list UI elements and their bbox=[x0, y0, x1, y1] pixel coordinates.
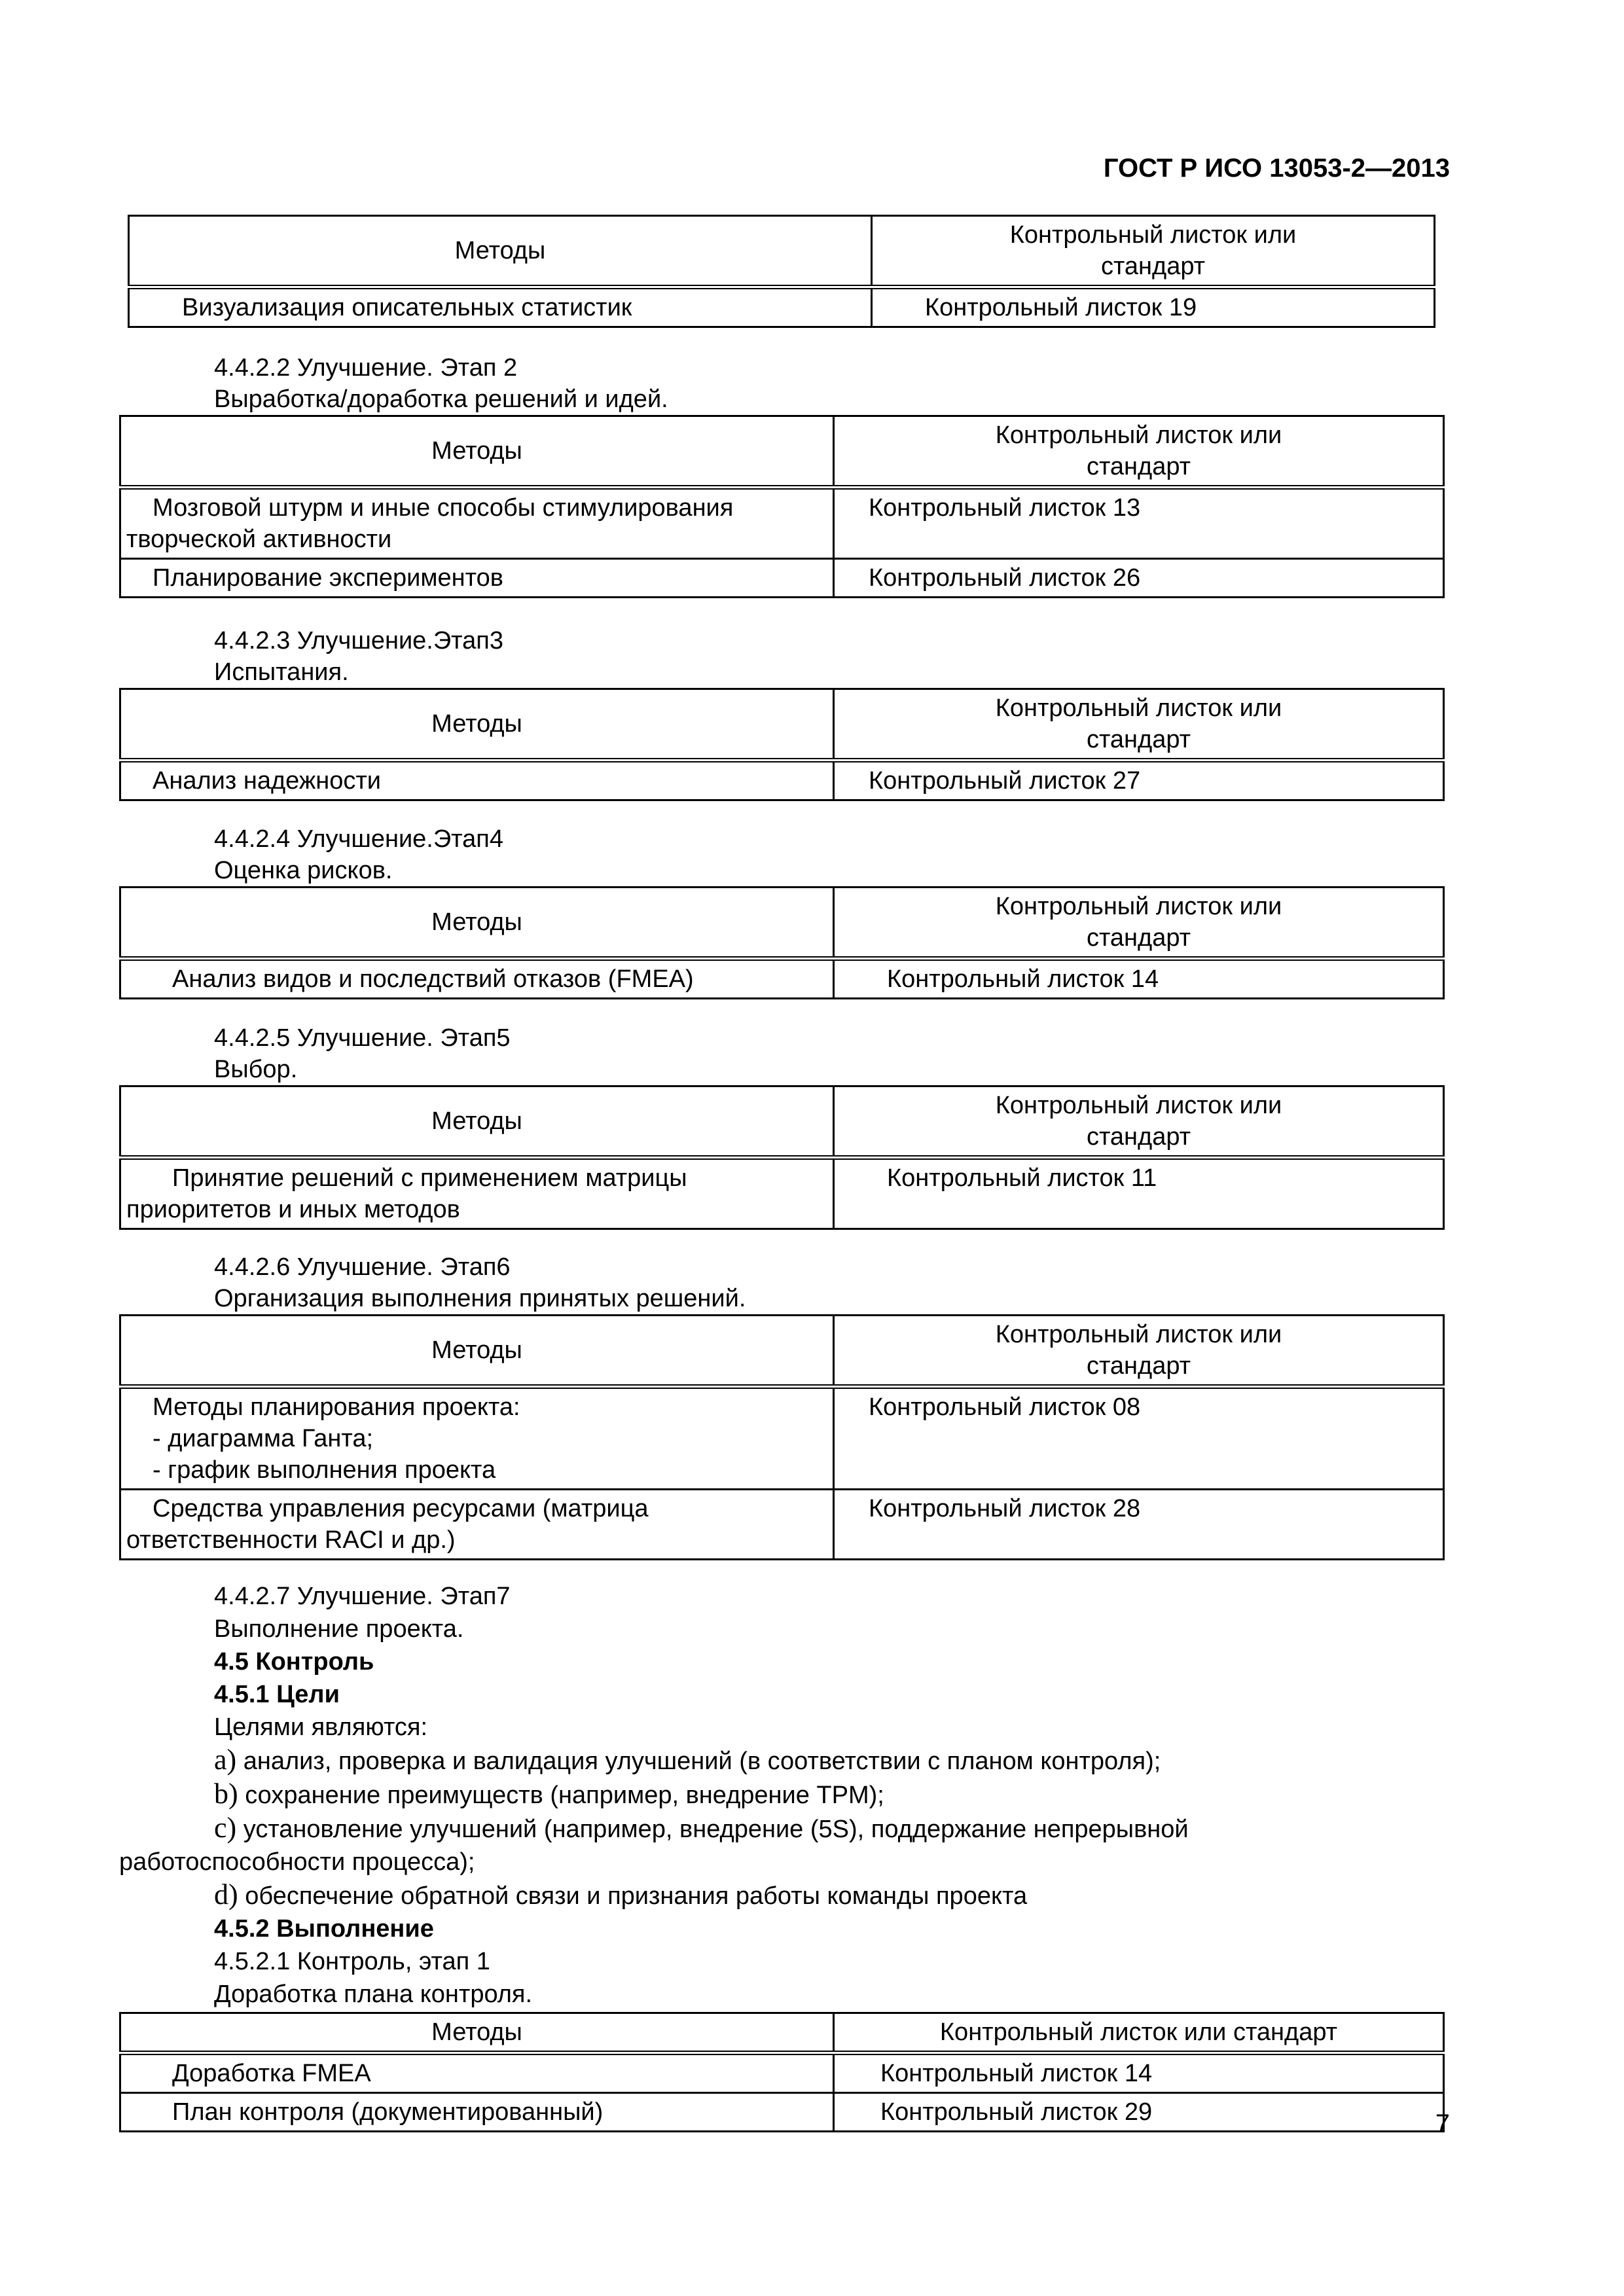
section-subtitle: Испытания. bbox=[214, 658, 349, 686]
section-4-4-2-5 bbox=[119, 1022, 1445, 1230]
methods-table bbox=[119, 688, 1445, 801]
table-row bbox=[120, 1387, 1444, 1490]
list-marker: b) bbox=[214, 1778, 238, 1810]
method-line: Доработка FMEA bbox=[172, 2060, 371, 2087]
methods-table bbox=[128, 215, 1435, 328]
method-line: творческой активности bbox=[126, 526, 392, 553]
column-header-checklist-line2: стандарт bbox=[1100, 253, 1206, 280]
column-header-checklist-line1: Контрольный листок или bbox=[995, 893, 1282, 920]
section-title: 4.4.2.3 Улучшение.Этап3 bbox=[214, 627, 503, 655]
column-header-checklist bbox=[834, 689, 1444, 761]
column-header-methods: Методы bbox=[120, 1316, 834, 1387]
checklist-cell: Контрольный листок 27 bbox=[834, 761, 1444, 800]
column-header-checklist-line2: стандарт bbox=[1086, 453, 1191, 480]
method-cell bbox=[120, 488, 834, 559]
method-line: Средства управления ресурсами (матрица bbox=[153, 1495, 649, 1522]
section-subtitle: Выполнение проекта. bbox=[214, 1615, 464, 1643]
methods-table bbox=[119, 1085, 1445, 1230]
subsection-heading: 4.5.2 Выполнение bbox=[214, 1915, 434, 1943]
table-block-visualization bbox=[128, 215, 1435, 328]
list-item-text: обеспечение обратной связи и признания работы команды проекта bbox=[245, 1882, 1028, 1910]
methods-table bbox=[119, 2012, 1445, 2132]
goals-intro: Целями являются: bbox=[214, 1713, 428, 1741]
table-row bbox=[120, 1158, 1444, 1229]
method-cell bbox=[120, 959, 834, 999]
checklist-cell: Контрольный листок 13 bbox=[834, 488, 1444, 559]
list-item-text: анализ, проверка и валидация улучшений (в соответствии с планом контроля); bbox=[243, 1748, 1161, 1775]
column-header-checklist bbox=[872, 216, 1435, 287]
method-line: План контроля (документированный) bbox=[172, 2098, 604, 2126]
section-title: 4.4.2.2 Улучшение. Этап 2 bbox=[214, 354, 518, 382]
subsection-heading: 4.5.1 Цели bbox=[214, 1681, 340, 1708]
section-subtitle: Выработка/доработка решений и идей. bbox=[214, 386, 668, 413]
table-row bbox=[120, 488, 1444, 559]
method-line: - график выполнения проекта bbox=[153, 1456, 496, 1484]
column-header-checklist bbox=[834, 416, 1444, 488]
method-cell bbox=[120, 761, 834, 800]
section-subtitle: Доработка плана контроля. bbox=[214, 1981, 533, 2008]
list-item bbox=[214, 1812, 1445, 1846]
table-row bbox=[120, 959, 1444, 999]
column-header-checklist bbox=[834, 1316, 1444, 1387]
column-header-methods: Методы bbox=[129, 216, 872, 287]
column-header-checklist-line1: Контрольный листок или bbox=[995, 1092, 1282, 1119]
list-marker: a) bbox=[214, 1744, 237, 1776]
method-line: - диаграмма Ганта; bbox=[153, 1425, 374, 1452]
methods-table bbox=[119, 1314, 1445, 1560]
column-header-checklist-line2: стандарт bbox=[1086, 924, 1191, 952]
table-row bbox=[120, 2093, 1444, 2132]
section-heading: 4.5 Контроль bbox=[214, 1648, 374, 1676]
section-title: 4.4.2.6 Улучшение. Этап6 bbox=[214, 1253, 511, 1281]
methods-table bbox=[119, 886, 1445, 999]
checklist-cell: Контрольный листок 19 bbox=[872, 287, 1435, 327]
method-line: Анализ видов и последствий отказов (FMEA) bbox=[172, 965, 694, 993]
method-cell bbox=[120, 559, 834, 598]
section-title: 4.4.2.5 Улучшение. Этап5 bbox=[214, 1024, 511, 1052]
column-header-checklist-line1: Контрольный листок или bbox=[995, 1321, 1282, 1348]
column-header-checklist: Контрольный листок или стандарт bbox=[834, 2013, 1444, 2053]
document-code-header: ГОСТ Р ИСО 13053-2—2013 bbox=[1103, 154, 1450, 183]
method-cell bbox=[120, 1387, 834, 1490]
column-header-checklist-line2: стандарт bbox=[1086, 1352, 1191, 1380]
table-row bbox=[120, 1490, 1444, 1560]
list-item bbox=[214, 1878, 1445, 1912]
column-header-checklist bbox=[834, 888, 1444, 959]
table-row bbox=[120, 2053, 1444, 2093]
methods-table bbox=[119, 415, 1445, 598]
table-row bbox=[120, 761, 1444, 800]
section-subtitle: Организация выполнения принятых решений. bbox=[214, 1285, 746, 1312]
column-header-checklist-line1: Контрольный листок или bbox=[995, 694, 1282, 722]
column-header-methods: Методы bbox=[120, 416, 834, 488]
list-item bbox=[214, 1778, 1445, 1812]
column-header-methods: Методы bbox=[120, 1086, 834, 1158]
column-header-checklist-line1: Контрольный листок или bbox=[1009, 221, 1297, 249]
section-4-4-2-6 bbox=[119, 1251, 1445, 1560]
column-header-checklist-line2: стандарт bbox=[1086, 1123, 1191, 1151]
method-cell: Визуализация описательных статистик bbox=[129, 287, 872, 327]
method-line: ответственности RACI и др.) bbox=[126, 1526, 456, 1554]
checklist-cell: Контрольный листок 08 bbox=[834, 1387, 1444, 1490]
method-line: Мозговой штурм и иные способы стимулирования bbox=[153, 494, 734, 522]
section-subtitle: Оценка рисков. bbox=[214, 857, 393, 884]
checklist-cell: Контрольный листок 26 bbox=[834, 559, 1444, 598]
method-cell bbox=[120, 2053, 834, 2093]
table-row bbox=[129, 287, 1435, 327]
checklist-cell: Контрольный листок 11 bbox=[834, 1158, 1444, 1229]
method-cell bbox=[120, 1158, 834, 1229]
section-4-4-2-2 bbox=[119, 352, 1445, 598]
section-4-4-2-3 bbox=[119, 625, 1445, 801]
method-cell bbox=[120, 1490, 834, 1560]
column-header-methods: Методы bbox=[120, 689, 834, 761]
list-marker: c) bbox=[214, 1812, 237, 1844]
column-header-methods: Методы bbox=[120, 2013, 834, 2053]
method-line: Анализ надежности bbox=[153, 767, 382, 795]
checklist-cell: Контрольный листок 14 bbox=[834, 2053, 1444, 2093]
list-marker: d) bbox=[214, 1878, 238, 1910]
list-item bbox=[214, 1744, 1445, 1778]
section-subtitle: Выбор. bbox=[214, 1056, 298, 1083]
method-line: Планирование экспериментов bbox=[153, 564, 503, 592]
table-row bbox=[120, 559, 1444, 598]
section-title: 4.4.2.4 Улучшение.Этап4 bbox=[214, 825, 503, 853]
checklist-cell: Контрольный листок 28 bbox=[834, 1490, 1444, 1560]
checklist-cell: Контрольный листок 29 bbox=[834, 2093, 1444, 2132]
column-header-checklist-line1: Контрольный листок или bbox=[995, 422, 1282, 449]
method-line: приоритетов и иных методов bbox=[126, 1196, 460, 1223]
page-number: 7 bbox=[1435, 2109, 1450, 2138]
method-line: Методы планирования проекта: bbox=[153, 1393, 520, 1421]
column-header-methods: Методы bbox=[120, 888, 834, 959]
section-title: 4.4.2.7 Улучшение. Этап7 bbox=[214, 1583, 511, 1610]
checklist-cell: Контрольный листок 14 bbox=[834, 959, 1444, 999]
section-4-4-2-4 bbox=[119, 823, 1445, 999]
section-title: 4.5.2.1 Контроль, этап 1 bbox=[214, 1948, 490, 1975]
method-cell bbox=[120, 2093, 834, 2132]
column-header-checklist-line2: стандарт bbox=[1086, 726, 1191, 753]
method-line: Принятие решений с применением матрицы bbox=[172, 1164, 687, 1192]
column-header-checklist bbox=[834, 1086, 1444, 1158]
list-item-text: установление улучшений (например, внедрение (5S), поддержание непрерывной bbox=[243, 1816, 1189, 1843]
control-plan-table-block bbox=[119, 2012, 1445, 2132]
section-4-5-text bbox=[119, 1580, 1445, 2011]
list-item-text: сохранение преимуществ (например, внедрение TPM); bbox=[245, 1782, 884, 1809]
list-item-continuation: работоспособности процесса); bbox=[119, 1848, 475, 1876]
